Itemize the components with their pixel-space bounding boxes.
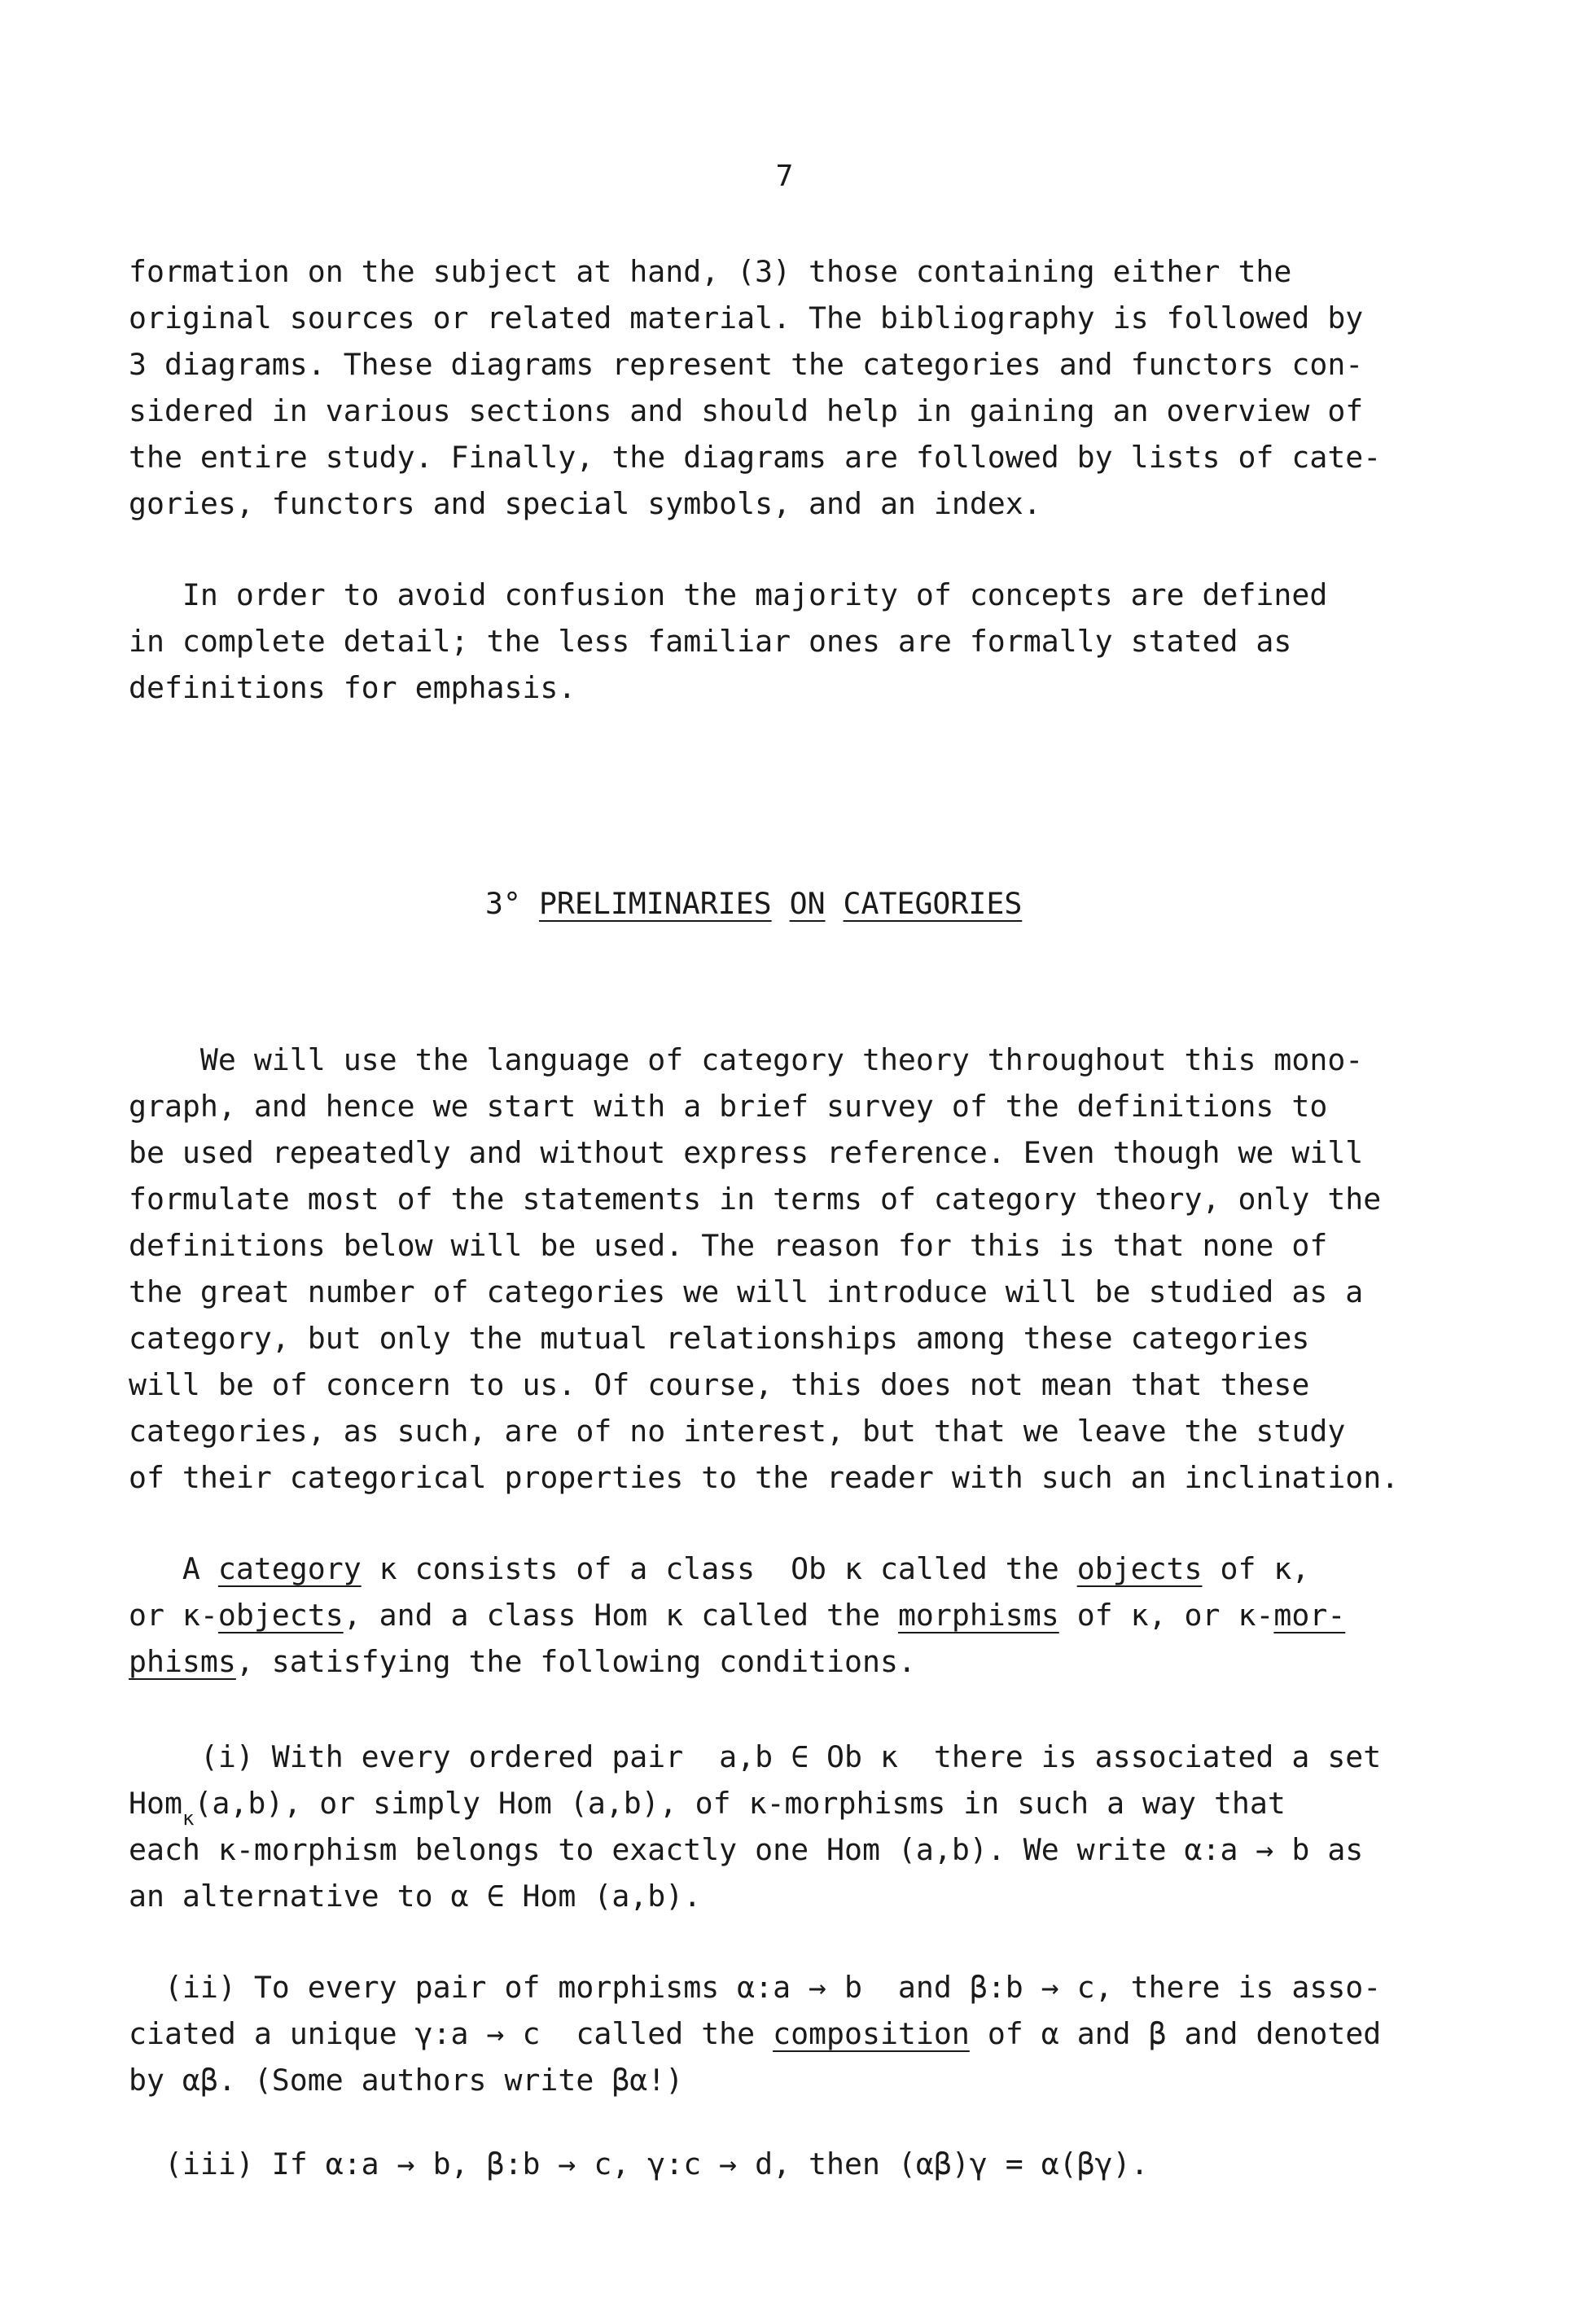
text-run: or κ- xyxy=(129,1598,218,1633)
condition-line: (i) With every ordered pair a,b ∈ Ob κ there is associated a set xyxy=(129,1739,1382,1774)
paragraph-line: sidered in various sections and should help in gaining an overview of xyxy=(129,393,1364,428)
condition-line xyxy=(129,2016,1382,2051)
paragraph-line: formulate most of the statements in terms of category theory, only the xyxy=(129,1182,1382,1217)
paragraph-line: be used repeatedly and without express reference. Even though we will xyxy=(129,1135,1364,1170)
paragraph-line: In order to avoid confusion the majority of concepts are defined xyxy=(129,577,1328,612)
term-composition: composition xyxy=(773,2016,970,2051)
page-number: 7 xyxy=(775,160,794,193)
text-run: of α and β and denoted xyxy=(969,2016,1382,2051)
condition-line: (ii) To every pair of morphisms α:a → b and β:b → c, there is asso- xyxy=(129,1970,1382,2005)
text-run: , and a class Hom κ called the xyxy=(343,1598,898,1633)
paragraph-line: 3 diagrams. These diagrams represent the categories and functors con- xyxy=(129,347,1364,382)
paragraph-line: category, but only the mutual relationships among these categories xyxy=(129,1321,1310,1356)
paragraph-line xyxy=(129,1598,1346,1633)
paragraph-line: in complete detail; the less familiar ones are formally stated as xyxy=(129,624,1292,659)
text-run: (a,b), or simply Hom (a,b), of κ-morphisms in such a way that xyxy=(194,1786,1286,1821)
paragraph-line: the great number of categories we will introduce will be studied as a xyxy=(129,1274,1364,1309)
text-run: , satisfying the following conditions. xyxy=(235,1644,916,1679)
term-objects: objects xyxy=(1076,1551,1203,1586)
text-run: of κ, or κ- xyxy=(1058,1598,1274,1633)
paragraph-line: categories, as such, are of no interest, but that we leave the study xyxy=(129,1414,1346,1449)
text-run: of κ, xyxy=(1202,1551,1310,1586)
heading-word: ON xyxy=(789,886,826,921)
term-morphisms-part: mor- xyxy=(1273,1598,1346,1633)
text-run: ciated a unique γ:a → c called the xyxy=(129,2016,774,2051)
term-objects: objects xyxy=(217,1598,344,1633)
section-number: 3° xyxy=(485,886,521,921)
paragraph-line: will be of concern to us. Of course, this does not mean that these xyxy=(129,1367,1310,1402)
paragraph-line: of their categorical properties to the reader with such an inclination. xyxy=(129,1460,1400,1495)
condition-line: each κ-morphism belongs to exactly one Hom (a,b). We write α:a → b as xyxy=(129,1832,1364,1867)
condition-line: an alternative to α ∈ Hom (a,b). xyxy=(129,1879,702,1914)
text-run: A xyxy=(129,1551,218,1586)
text-run: κ consists of a class Ob κ called the xyxy=(361,1551,1077,1586)
section-heading xyxy=(485,886,1022,921)
paragraph-line xyxy=(129,1551,1310,1586)
condition-line xyxy=(129,1786,1286,1830)
paragraph-line: formation on the subject at hand, (3) those containing either the xyxy=(129,254,1292,289)
paragraph-line: definitions below will be used. The reason for this is that none of xyxy=(129,1228,1328,1263)
paragraph-line: We will use the language of category theory throughout this mono- xyxy=(129,1042,1364,1077)
paragraph-line: original sources or related material. The bibliography is followed by xyxy=(129,300,1364,335)
text-run: Hom xyxy=(129,1786,182,1821)
heading-word: CATEGORIES xyxy=(843,886,1023,921)
paragraph-line: gories, functors and special symbols, and an index. xyxy=(129,486,1041,521)
paragraph-line: graph, and hence we start with a brief survey of the definitions to xyxy=(129,1089,1328,1124)
heading-word: PRELIMINARIES xyxy=(538,886,772,921)
condition-line: (iii) If α:a → b, β:b → c, γ:c → d, then (αβ)γ = α(βγ). xyxy=(129,2146,1149,2181)
paragraph-line xyxy=(129,1644,916,1679)
condition-line: by αβ. (Some authors write βα!) xyxy=(129,2063,684,2098)
subscript: κ xyxy=(182,1807,195,1830)
term-morphisms-part: phisms xyxy=(129,1644,236,1679)
paragraph-line: the entire study. Finally, the diagrams are followed by lists of cate- xyxy=(129,440,1382,475)
paragraph-line: definitions for emphasis. xyxy=(129,670,576,705)
term-category: category xyxy=(217,1551,362,1586)
term-morphisms: morphisms xyxy=(897,1598,1059,1633)
